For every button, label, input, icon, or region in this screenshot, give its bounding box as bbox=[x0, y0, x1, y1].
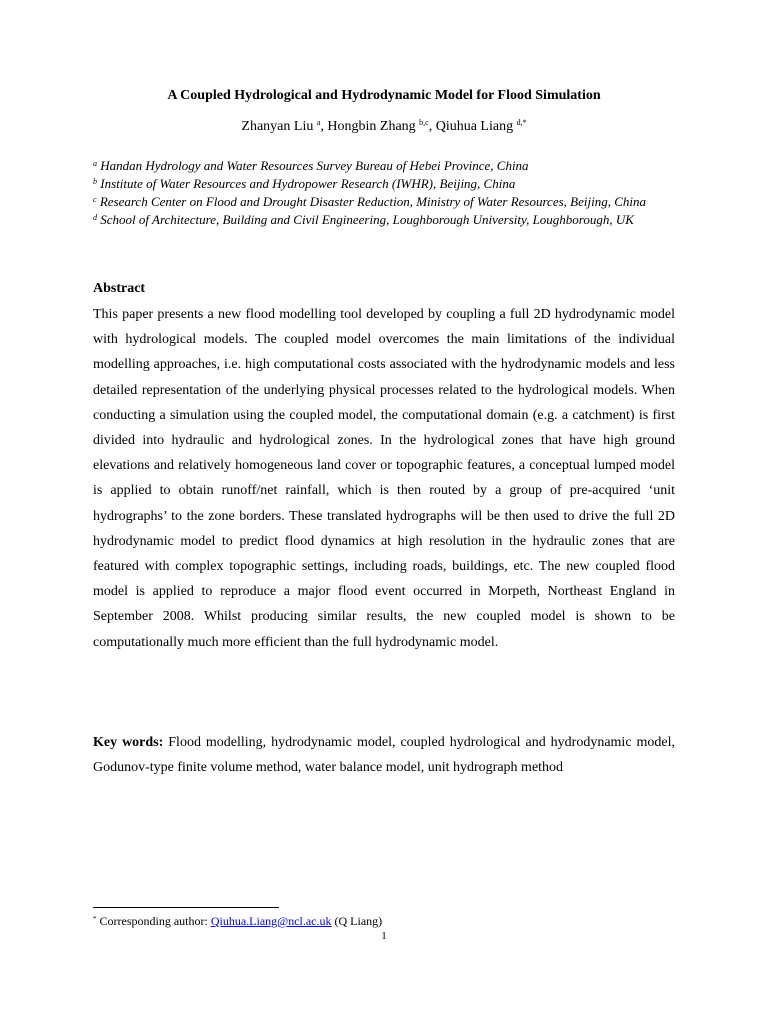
keywords-label: Key words: bbox=[93, 735, 164, 750]
author-name: Zhanyan Liu bbox=[241, 119, 314, 134]
page-number: 1 bbox=[381, 930, 387, 942]
affiliation-mark: c bbox=[93, 195, 97, 204]
footnote-divider bbox=[93, 907, 279, 908]
affiliation-list bbox=[93, 156, 678, 228]
affiliation-mark: a bbox=[93, 159, 97, 168]
paper-title: A Coupled Hydrological and Hydrodynamic Model for Flood Simulation bbox=[167, 88, 601, 103]
author-affiliation-mark: a bbox=[316, 118, 321, 127]
affiliation-mark: b bbox=[93, 177, 97, 186]
corresponding-author-email-link[interactable]: Qiuhua.Liang@ncl.ac.uk bbox=[210, 914, 332, 928]
affiliation-item bbox=[93, 156, 678, 174]
keywords-paragraph bbox=[93, 730, 675, 780]
author-list bbox=[0, 118, 768, 135]
footnote-suffix: (Q Liang) bbox=[331, 914, 383, 928]
footnote bbox=[93, 914, 678, 929]
affiliation-item bbox=[93, 210, 678, 228]
affiliation-text: Research Center on Flood and Drought Disaster Reduction, Ministry of Water Resources, Beijing, China bbox=[99, 194, 646, 209]
affiliation-text: Institute of Water Resources and Hydropower Research (IWHR), Beijing, China bbox=[100, 176, 516, 191]
abstract-heading: Abstract bbox=[93, 281, 146, 296]
affiliation-item bbox=[93, 192, 678, 210]
affiliation-text: School of Architecture, Building and Civil Engineering, Loughborough University, Loughborough, UK bbox=[100, 212, 634, 227]
affiliation-text: Handan Hydrology and Water Resources Survey Bureau of Hebei Province, China bbox=[100, 158, 529, 173]
affiliation-mark: d bbox=[93, 213, 97, 222]
author-affiliation-mark: b,c bbox=[419, 118, 429, 127]
author-name: Qiuhua Liang bbox=[435, 119, 514, 134]
affiliation-item bbox=[93, 174, 678, 192]
author-separator: , bbox=[428, 119, 436, 134]
author-affiliation-mark: d,* bbox=[516, 118, 527, 127]
footnote-prefix: Corresponding author: bbox=[96, 914, 211, 928]
author-separator: , bbox=[320, 119, 328, 134]
footnote-mark: * bbox=[93, 915, 97, 923]
keywords-text: Flood modelling, hydrodynamic model, coupled hydrological and hydrodynamic model, Godunov-type finite volume method, water balance model, unit hydrograph method bbox=[93, 735, 675, 776]
author-name: Hongbin Zhang bbox=[327, 119, 416, 134]
abstract-body: This paper presents a new flood modelling tool developed by coupling a full 2D hydrodynamic model with hydrological models. The coupled model overcomes the main limitations of the individual modelling approaches, i.e. high computational costs associated with the hydrodynamic models and less detailed representation of the underlying physical processes related to the hydrological models. When conducting a simulation using the coupled model, the computational domain (e.g. a catchment) is first divided into hydraulic and hydrological zones. In the hydrological zones that have high ground elevations and relatively homogeneous land cover or topographic features, a conceptual lumped model is applied to obtain runoff/net rainfall, which is then routed by a group of pre-acquired ‘unit hydrographs’ to the zone borders. These translated hydrographs will be then used to drive the full 2D hydrodynamic model to predict flood dynamics at high resolution in the hydraulic zones that are featured with complex topographic settings, including roads, buildings, etc. The new coupled flood model is applied to reproduce a major flood event occurred in Morpeth, Northeast England in September 2008. Whilst producing similar results, the new coupled model is shown to be computationally much more efficient than the full hydrodynamic model. bbox=[93, 307, 675, 650]
